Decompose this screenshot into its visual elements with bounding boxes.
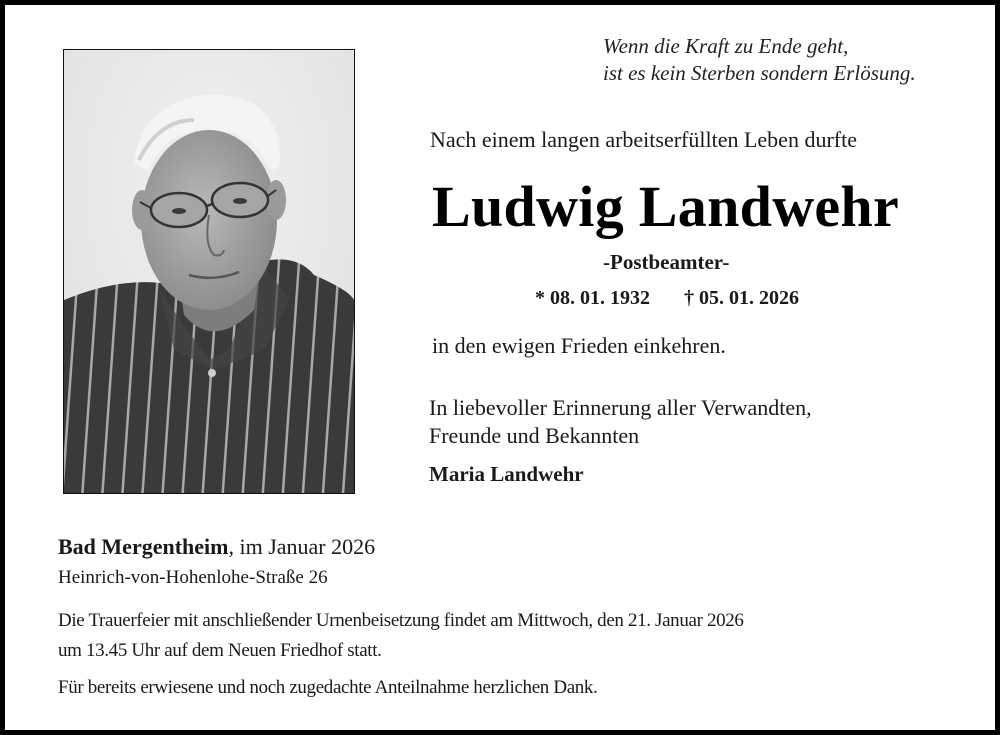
motto-line-1: Wenn die Kraft zu Ende geht,: [603, 34, 849, 58]
motto-quote: [603, 33, 916, 87]
portrait-photo: [63, 49, 355, 494]
closing-text: in den ewigen Frieden einkehren.: [432, 333, 726, 358]
place-city: Bad Mergentheim: [58, 534, 229, 559]
address: Heinrich-von-Hohenlohe-Straße 26: [58, 567, 328, 588]
deceased-name: Ludwig Landwehr: [432, 174, 900, 239]
service-info: [58, 606, 744, 666]
portrait-illustration: [64, 50, 354, 493]
deceased-profession: -Postbeamter-: [603, 250, 730, 274]
motto-line-2: ist es kein Sterben sondern Erlösung.: [603, 61, 916, 85]
life-dates: [535, 285, 799, 311]
intro-text: Nach einem langen arbeitserfüllten Leben durfte: [430, 127, 857, 152]
death-date: † 05. 01. 2026: [684, 287, 799, 309]
service-line-2: um 13.45 Uhr auf dem Neuen Friedhof statt.: [58, 640, 382, 661]
mourners-line-2: Freunde und Bekannten: [429, 423, 640, 448]
mourners-line-1: In liebevoller Erinnerung aller Verwandten,: [429, 395, 812, 420]
service-line-1: Die Trauerfeier mit anschließender Urnenbeisetzung findet am Mittwoch, den 21. Januar 2026: [58, 610, 744, 631]
place-and-date: [58, 533, 375, 561]
birth-date: * 08. 01. 1932: [535, 287, 650, 309]
thanks-text: Für bereits erwiesene und noch zugedachte Anteilnahme herzlichen Dank.: [58, 677, 598, 698]
place-date: , im Januar 2026: [228, 534, 376, 559]
mourners-text: [429, 394, 812, 450]
signer-name: Maria Landwehr: [429, 462, 584, 486]
